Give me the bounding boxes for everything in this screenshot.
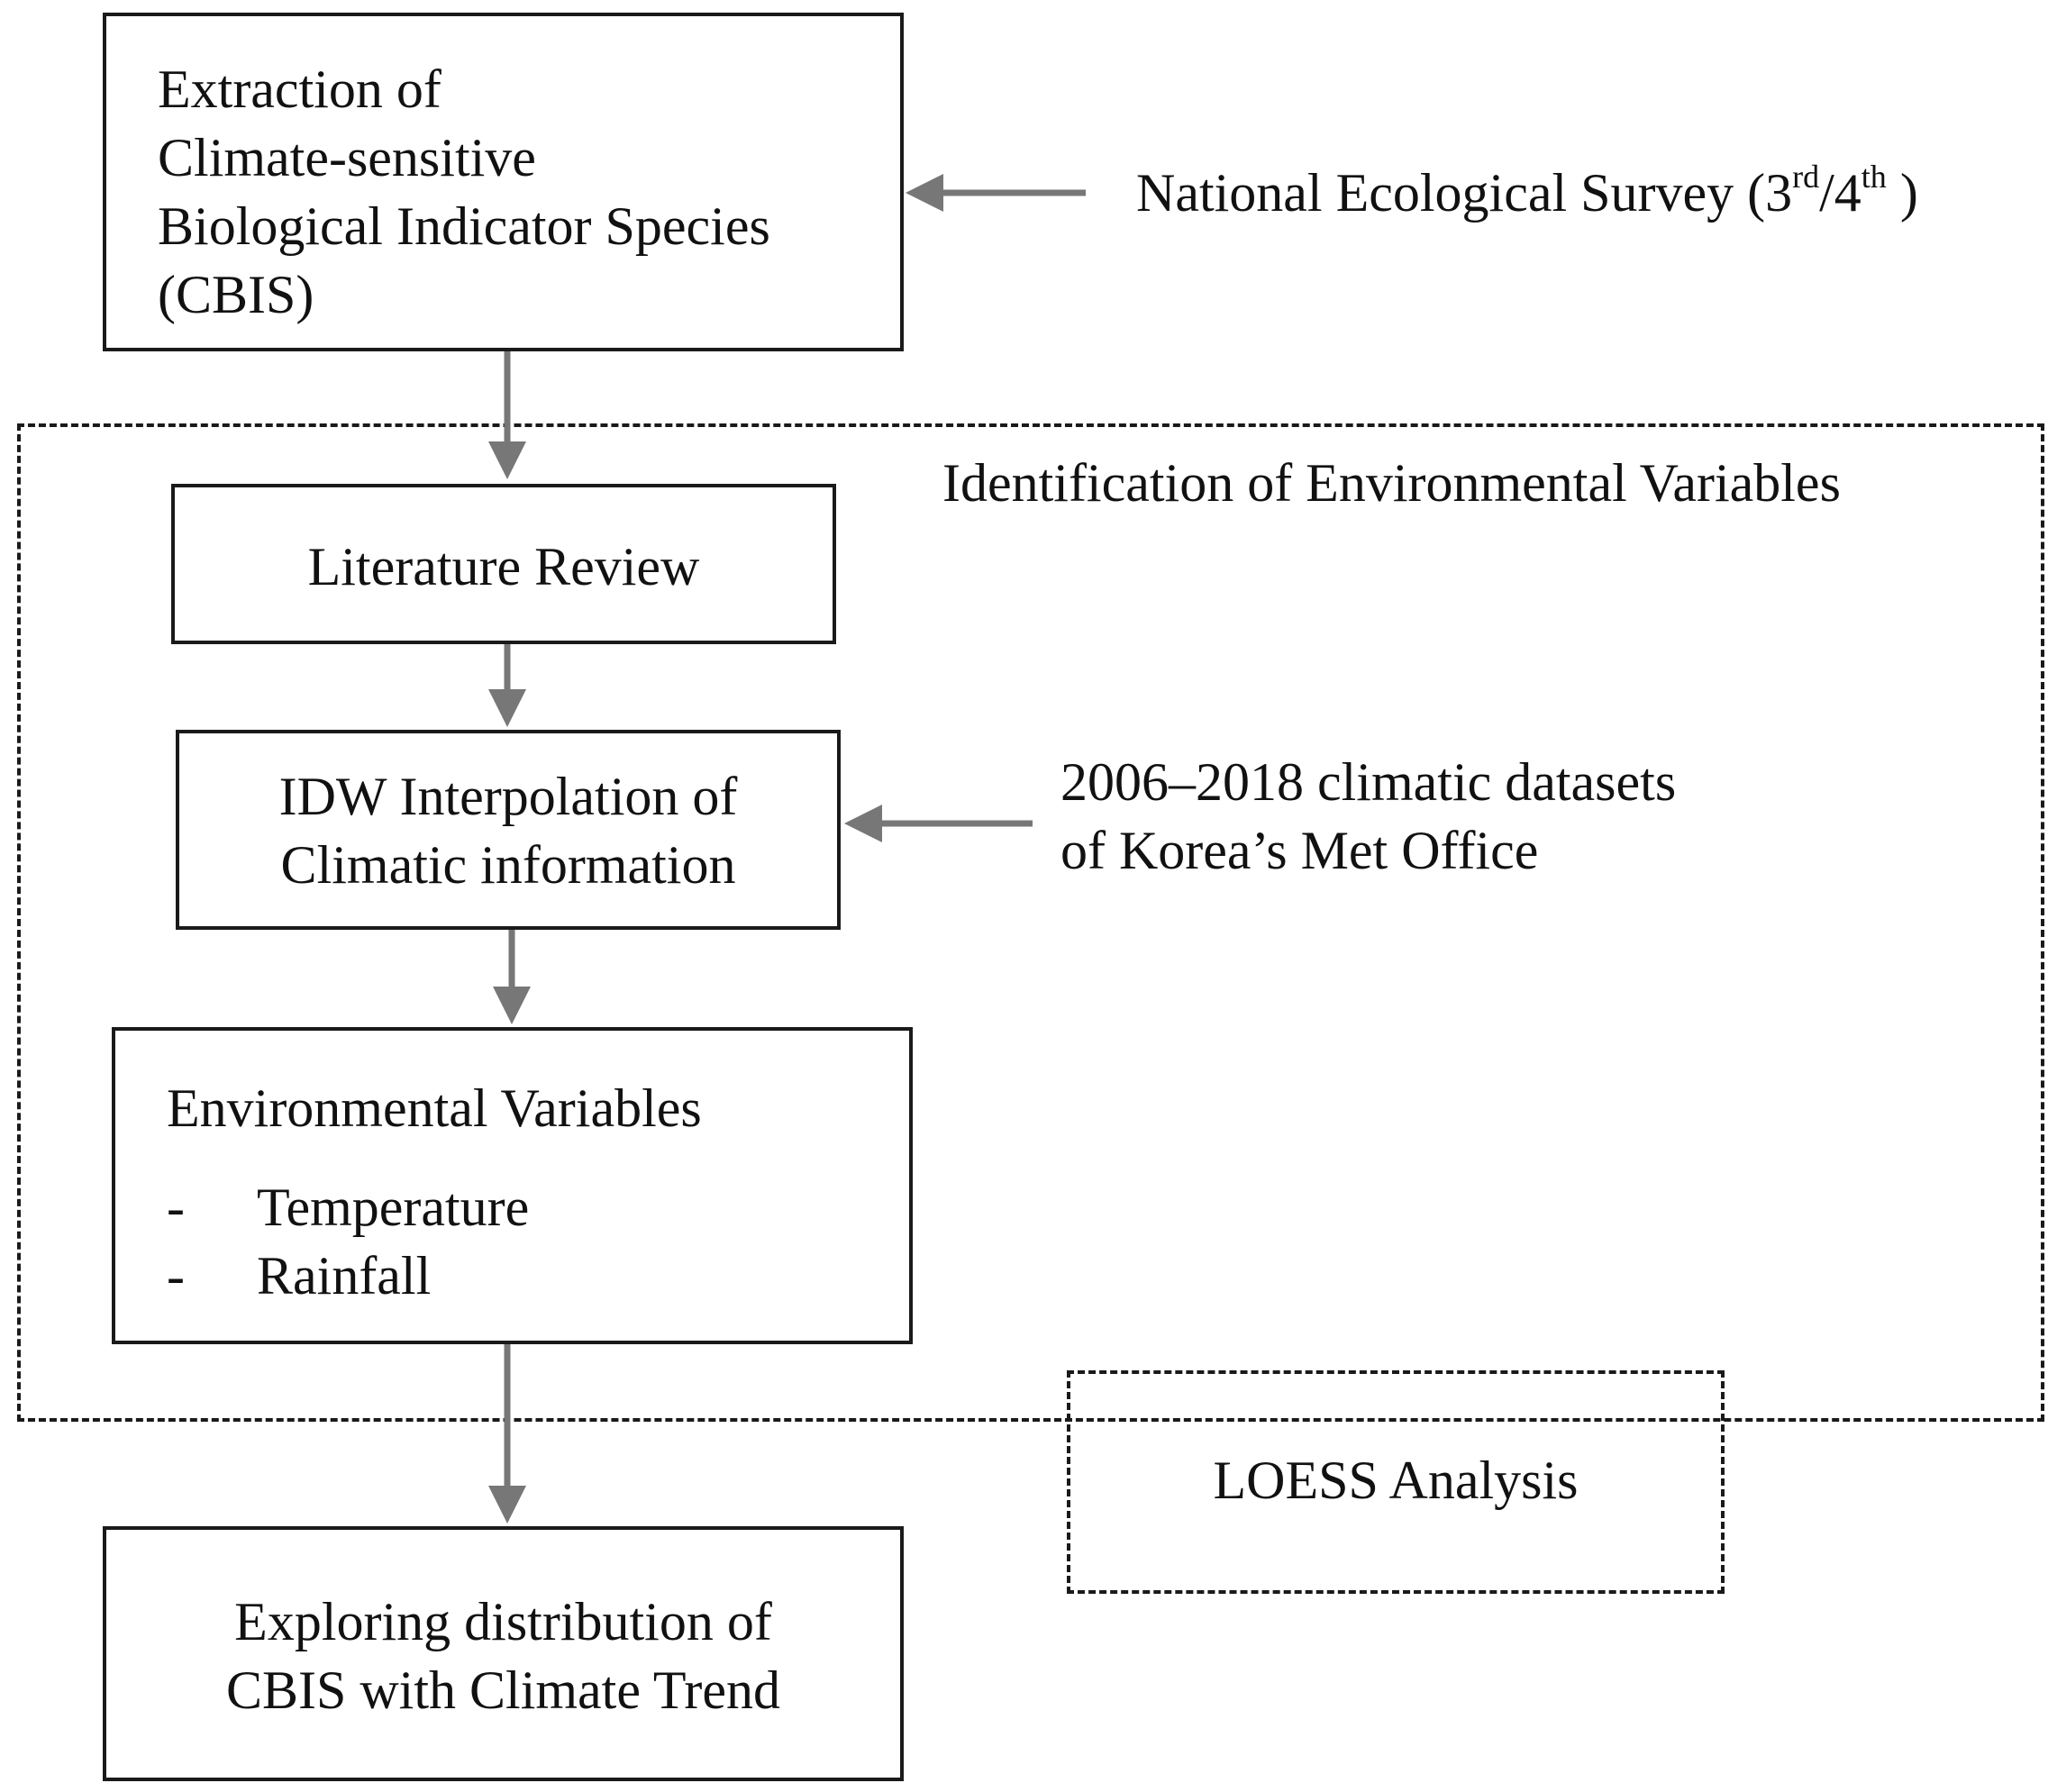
- literature-review-label: Literature Review: [307, 537, 700, 596]
- survey-sup-rd: rd: [1792, 159, 1820, 195]
- cbis-line-4: (CBIS): [158, 265, 314, 324]
- env-item-temperature: Temperature: [257, 1178, 530, 1237]
- exploring-line-1: Exploring distribution of: [234, 1592, 772, 1651]
- datasets-line-2: of Korea’s Met Office: [1060, 821, 1539, 880]
- cbis-line-2: Climate-sensitive: [158, 128, 536, 187]
- idw-line-2: Climatic information: [280, 835, 736, 895]
- survey-text: National Ecological Survey (3: [1136, 163, 1793, 223]
- exploring-line-2: CBIS with Climate Trend: [225, 1660, 781, 1720]
- datasets-line-1: 2006–2018 climatic datasets: [1060, 752, 1677, 812]
- loess-analysis-label: LOESS Analysis: [1213, 1451, 1579, 1510]
- cbis-line-3: Biological Indicator Species: [158, 196, 770, 256]
- survey-end: ): [1886, 163, 1918, 223]
- survey-mid: /4: [1819, 163, 1861, 223]
- idw-line-1: IDW Interpolation of: [278, 767, 738, 826]
- group-label: Identification of Environmental Variables: [942, 453, 1841, 513]
- env-item-rainfall: Rainfall: [257, 1246, 432, 1305]
- env-bullet: -: [167, 1178, 185, 1237]
- env-bullet: -: [167, 1246, 185, 1305]
- env-variables-title: Environmental Variables: [167, 1078, 702, 1138]
- cbis-line-1: Extraction of: [158, 59, 441, 119]
- survey-sup-th: th: [1861, 159, 1887, 195]
